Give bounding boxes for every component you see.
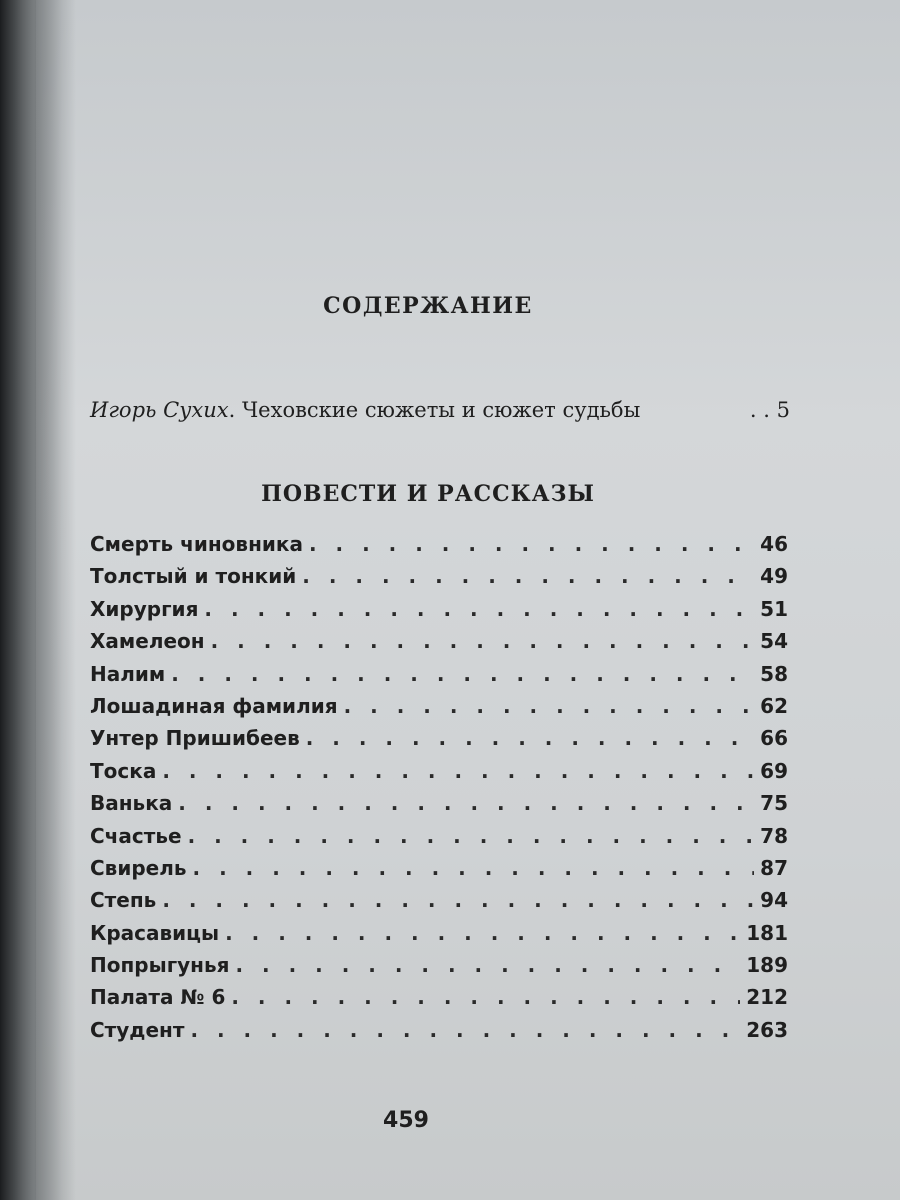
- toc-entry-page: 212: [746, 985, 788, 1010]
- toc-entry-page: 75: [760, 791, 788, 816]
- toc-entry: [90, 985, 788, 1017]
- intro-entry: [90, 398, 790, 422]
- toc-entry: [90, 856, 788, 888]
- toc-entry-page: 87: [760, 855, 788, 880]
- toc-entry-title: Тоска: [90, 758, 157, 783]
- toc-entry-page: 49: [760, 564, 788, 589]
- toc-entry-page: 58: [760, 661, 788, 686]
- toc-entry: [90, 564, 788, 596]
- toc-entry: [90, 726, 788, 758]
- toc-entry-page: 181: [746, 920, 788, 945]
- toc-entry-title: Налим: [90, 661, 166, 686]
- toc-entry-title: Красавицы: [90, 920, 220, 945]
- toc-entry-page: 46: [760, 532, 788, 556]
- intro-title: . Чеховские сюжеты и сюжет судьбы: [228, 398, 641, 422]
- intro-entry-text: [90, 398, 640, 422]
- toc-entry-page: 94: [760, 888, 788, 913]
- intro-page: 5: [776, 398, 790, 422]
- toc-entry: [90, 791, 788, 823]
- toc-entry: [90, 888, 788, 920]
- toc-entry: [90, 629, 788, 661]
- toc-entry-title: Свирель: [90, 855, 187, 880]
- toc-entry-title: Толстый и тонкий: [90, 564, 297, 589]
- toc-entry-title: Студент: [90, 1017, 185, 1042]
- toc-entry-page: 263: [746, 1017, 788, 1042]
- toc-entry-leader: [231, 985, 740, 1009]
- toc-entry-page: 66: [760, 726, 788, 751]
- intro-page-ref: [750, 398, 790, 422]
- toc-entry-title: Палата № 6: [90, 985, 226, 1010]
- toc-entry-title: Ванька: [90, 791, 173, 816]
- toc-entry-title: Лошадиная фамилия: [90, 693, 338, 718]
- toc-entry-leader: [225, 921, 740, 945]
- toc-entry: [90, 921, 788, 953]
- toc-list: [90, 532, 788, 1050]
- toc-entry-page: 54: [760, 629, 788, 654]
- toc-entry-leader: [162, 759, 754, 783]
- page-number: 459: [383, 1108, 429, 1133]
- toc-entry-page: 78: [760, 823, 788, 848]
- toc-entry-title: Счастье: [90, 823, 182, 848]
- contents-heading: СОДЕРЖАНИЕ: [323, 293, 533, 319]
- toc-entry-title: Смерть чиновника: [90, 532, 303, 556]
- toc-entry-leader: [306, 726, 754, 750]
- toc-entry-leader: [178, 791, 754, 815]
- section-heading: ПОВЕСТИ И РАССКАЗЫ: [261, 481, 595, 507]
- toc-entry: [90, 532, 788, 564]
- toc-entry-leader: [190, 1018, 740, 1042]
- intro-dots: . .: [749, 398, 770, 422]
- toc-entry-page: 51: [760, 596, 788, 621]
- toc-entry-page: 62: [760, 693, 788, 718]
- toc-entry-leader: [302, 564, 754, 588]
- toc-entry: [90, 759, 788, 791]
- toc-entry: [90, 824, 788, 856]
- toc-entry-leader: [171, 662, 754, 686]
- toc-entry-leader: [236, 953, 741, 977]
- toc-entry: [90, 694, 788, 726]
- toc-entry-leader: [162, 888, 754, 912]
- toc-entry-title: Унтер Пришибеев: [90, 726, 300, 751]
- toc-entry-leader: [344, 694, 755, 718]
- toc-entry-page: 69: [760, 758, 788, 783]
- toc-entry-leader: [204, 597, 754, 621]
- toc-entry-title: Хамелеон: [90, 629, 205, 654]
- toc-entry: [90, 597, 788, 629]
- toc-entry: [90, 953, 788, 985]
- gutter-shadow: [36, 0, 76, 1200]
- toc-entry-leader: [188, 824, 755, 848]
- toc-entry-leader: [309, 532, 754, 556]
- intro-author: Игорь Сухих: [90, 398, 229, 422]
- toc-entry-page: 189: [746, 953, 788, 978]
- toc-entry-leader: [193, 856, 755, 880]
- toc-entry: [90, 1018, 788, 1050]
- toc-entry-title: Попрыгунья: [90, 953, 230, 978]
- bleed-through-text: [300, 0, 820, 300]
- toc-entry: [90, 662, 788, 694]
- toc-entry-title: Хирургия: [90, 596, 199, 621]
- toc-entry-leader: [211, 629, 755, 653]
- toc-entry-title: Степь: [90, 888, 157, 913]
